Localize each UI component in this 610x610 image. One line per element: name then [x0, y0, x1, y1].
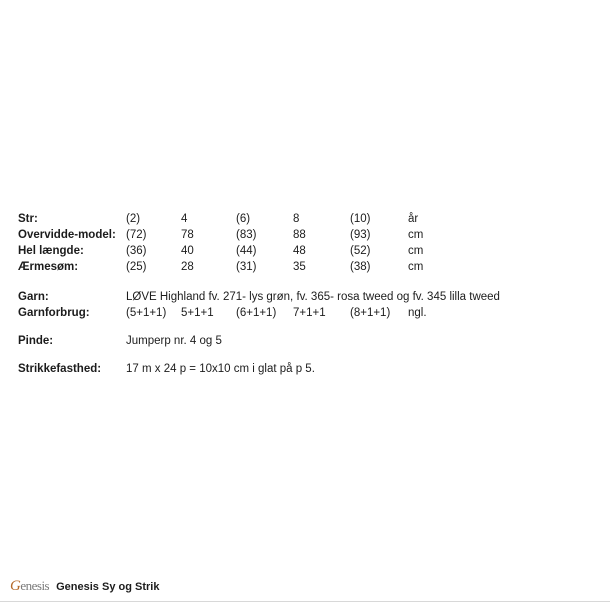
cell-size-1: (2): [126, 213, 141, 225]
gauge-row: [18, 363, 592, 375]
table-row: [18, 245, 592, 261]
yarn-usage-size-3: (6+1+1): [236, 307, 277, 319]
section-spacer: [18, 319, 592, 335]
cell-size-3: (31): [236, 261, 257, 273]
cell-size-3: (6): [236, 213, 251, 225]
cell-unit: cm: [408, 261, 424, 273]
table-row: [18, 213, 592, 229]
cell-size-5: (52): [350, 245, 371, 257]
yarn-usage-unit: ngl.: [408, 307, 427, 319]
gauge-label: Strikkefasthed:: [18, 363, 102, 375]
cell-unit: år: [408, 213, 419, 225]
needles-label: Pinde:: [18, 335, 54, 347]
footer-divider: [0, 601, 610, 602]
cell-size-1: (72): [126, 229, 147, 241]
logo-wordmark: enesis: [20, 578, 50, 593]
gauge-value: 17 m x 24 p = 10x10 cm i glat på p 5.: [126, 363, 315, 375]
row-label: Overvidde-model:: [18, 229, 116, 241]
cell-size-2: 40: [181, 245, 194, 257]
size-table: [18, 213, 592, 277]
table-row: [18, 261, 592, 277]
cell-size-4: 88: [293, 229, 306, 241]
cell-size-4: 48: [293, 245, 306, 257]
yarn-usage-size-1: (5+1+1): [126, 307, 167, 319]
footer-title: Genesis Sy og Strik: [56, 580, 160, 593]
cell-size-4: 8: [293, 213, 300, 225]
table-row: [18, 229, 592, 245]
cell-size-5: (38): [350, 261, 371, 273]
cell-size-3: (83): [236, 229, 257, 241]
cell-size-5: (10): [350, 213, 371, 225]
cell-size-3: (44): [236, 245, 257, 257]
cell-unit: cm: [408, 245, 424, 257]
cell-unit: cm: [408, 229, 424, 241]
genesis-logo: [10, 579, 49, 594]
yarn-usage-row: [18, 307, 592, 319]
yarn-usage-size-4: 7+1+1: [293, 307, 326, 319]
yarn-usage-size-5: (8+1+1): [350, 307, 391, 319]
yarn-usage-label: Garnforbrug:: [18, 307, 90, 319]
cell-size-5: (93): [350, 229, 371, 241]
yarn-usage-size-2: 5+1+1: [181, 307, 214, 319]
needles-row: [18, 335, 592, 347]
needles-value: Jumperp nr. 4 og 5: [126, 335, 222, 347]
cell-size-4: 35: [293, 261, 306, 273]
row-label: Hel længde:: [18, 245, 84, 257]
cell-size-1: (36): [126, 245, 147, 257]
yarn-row: [18, 291, 592, 303]
yarn-value: LØVE Highland fv. 271- lys grøn, fv. 365- rosa tweed og fv. 345 lilla tweed: [126, 291, 500, 303]
cell-size-2: 4: [181, 213, 188, 225]
pattern-info-sheet: [18, 213, 592, 375]
yarn-label: Garn:: [18, 291, 49, 303]
cell-size-2: 78: [181, 229, 194, 241]
footer: [10, 579, 159, 594]
row-label: Ærmesøm:: [18, 261, 79, 273]
section-spacer: [18, 277, 592, 291]
section-spacer: [18, 347, 592, 363]
row-label: Str:: [18, 213, 38, 225]
logo-initial: G: [10, 578, 21, 594]
cell-size-1: (25): [126, 261, 147, 273]
cell-size-2: 28: [181, 261, 194, 273]
